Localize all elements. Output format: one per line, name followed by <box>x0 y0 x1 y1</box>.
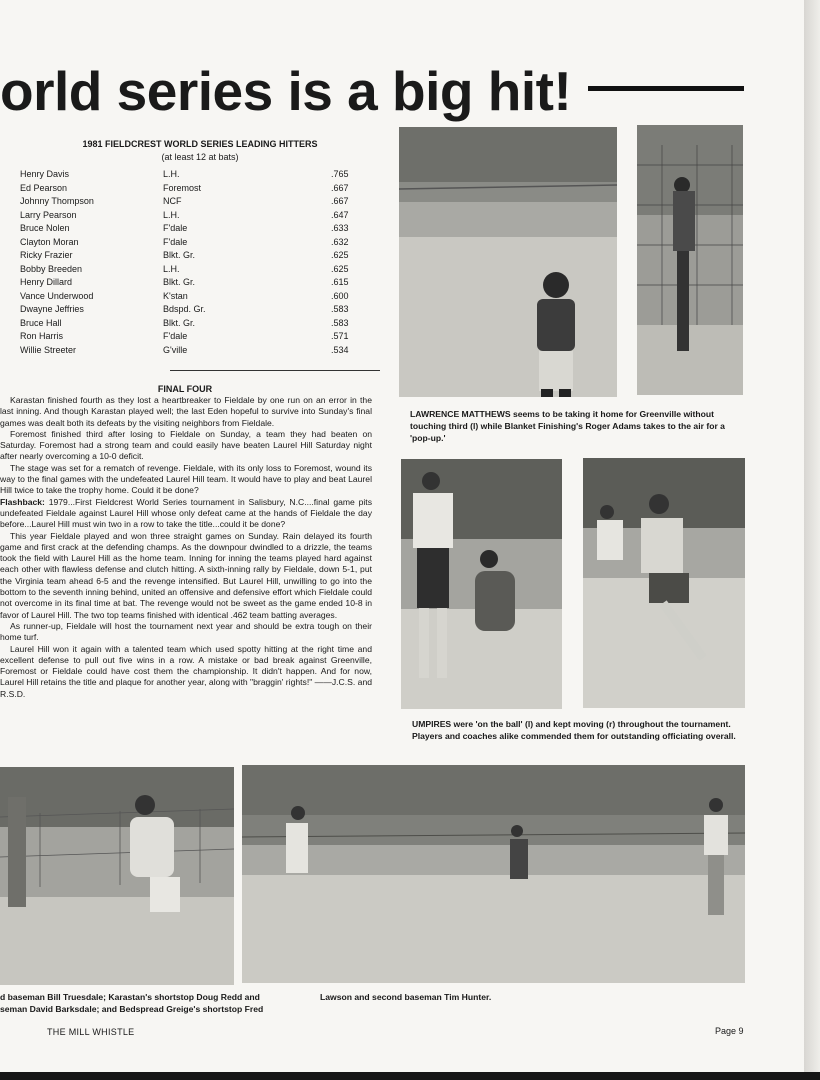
hitter-name: Willie Streeter <box>20 344 77 355</box>
headline-rule <box>588 86 744 91</box>
table-row <box>20 236 360 250</box>
photo-umpire-left <box>401 459 562 709</box>
hitter-name: Clayton Moran <box>20 236 79 247</box>
table-row <box>20 276 360 290</box>
hitter-name: Vance Underwood <box>20 290 94 301</box>
caption-bottom-left-1: d baseman Bill Truesdale; Karastan's shortstop Doug Redd and <box>0 992 260 1002</box>
leading-hitters-table <box>20 168 360 357</box>
hitter-avg: .625 <box>331 263 349 274</box>
article-paragraph: This year Fieldale played and won three straight games on Sunday. Rain delayed its fourth game and first crack at the defending champs. As the downpour dwindled to a drizzle, the teams took the field with Laurel Hill as the home team. Inning for inning the teams played hard against each other with flawless defense and clutch hitting. A sixth-inning rally by Fieldale, down 5-1, put the Virginia team ahead 6-5 and the revenge intensified. But Laurel Hill, unwilling to go into the bottom to the seventh inning behind, united an offensive and defensive effort which Fieldale could not overcome in its final time at bat. The revenge would not be sweet as the game ended 10-8 in favor of Laurel Hill. The two top teams finished with identical .462 team batting averages. <box>0 530 372 620</box>
hitter-team: F'dale <box>163 223 188 233</box>
caption-bottom-right: Lawson and second baseman Tim Hunter. <box>320 992 492 1002</box>
hitter-team: Blkt. Gr. <box>163 277 196 287</box>
table-row <box>20 317 360 331</box>
hitter-team: L.H. <box>163 169 180 179</box>
flashback-text: 1979...First Fieldcrest World Series tournament in Salisbury, N.C....final game pits undefeated Fieldale against Laurel Hill whose only defeat came at the hands of Fieldale the day before...Laurel Hill must win two in a row to take the title...could it be done? <box>0 496 372 530</box>
hitter-team: Blkt. Gr. <box>163 317 196 328</box>
hitter-name: Bruce Hall <box>20 317 62 328</box>
page-number: Page 9 <box>715 1026 744 1036</box>
photo-popup-catch <box>637 125 743 395</box>
article-paragraph: Karastan finished fourth as they lost a heartbreaker to Fieldale by one run on an error in the last inning. And though Karastan played well; the last Eden hopeful to survive into Sunday's final games was dealt both its defeats by the visiting neighbors from Fieldale. <box>0 395 372 428</box>
article-heading: FINAL FOUR <box>157 384 213 394</box>
hitter-avg: .571 <box>331 331 349 341</box>
caption-umpires: UMPIRES were 'on the ball' (l) and kept moving (r) throughout the tournament. Players and coaches alike commended them for outstanding officiating overall. <box>412 719 736 741</box>
hitter-avg: .625 <box>331 250 349 260</box>
caption-bottom-left-2: seman David Barksdale; and Bedspread Greige's shortstop Fred <box>0 1004 264 1014</box>
hitter-avg: .583 <box>331 304 349 314</box>
hitter-team: NCF <box>163 196 182 206</box>
photo-bottom-left <box>0 767 234 985</box>
hitter-name: Bobby Breeden <box>20 263 83 274</box>
hitter-avg: .632 <box>331 236 349 247</box>
hitter-team: G'ville <box>163 344 188 355</box>
hitter-avg: .765 <box>331 169 349 179</box>
article-paragraph: Foremost finished third after losing to Fieldale on Sunday, a team they had beaten on Saturday. Foremost had a strong team and could easily have beaten Laurel Hill Saturday night after nearly overcoming a 10-0 deficit. <box>0 428 372 462</box>
table-row <box>20 168 360 182</box>
hitter-avg: .600 <box>331 290 349 301</box>
table-row <box>20 182 360 196</box>
hitter-avg: .583 <box>331 317 349 328</box>
stats-title: 1981 FIELDCREST WORLD SERIES LEADING HITTERS <box>82 139 318 149</box>
article-paragraph: As runner-up, Fieldale will host the tournament next year and should be extra tough on their home turf. <box>0 620 372 643</box>
hitter-name: Ron Harris <box>20 331 64 341</box>
article-paragraph: The stage was set for a rematch of revenge. Fieldale, with its only loss to Foremost, wound its way to the final games with the undefeated Laurel Hill team. It would have to play and beat Laurel Hill twice to take the trophy home. Could it be done? <box>0 462 372 496</box>
hitter-team: F'dale <box>163 331 188 341</box>
hitter-name: Ricky Frazier <box>20 250 73 260</box>
hitter-name: Dwayne Jeffries <box>20 304 84 314</box>
hitter-name: Bruce Nolen <box>20 223 70 233</box>
hitter-avg: .615 <box>331 277 349 287</box>
table-row <box>20 195 360 209</box>
hitter-team: L.H. <box>163 209 180 220</box>
article-paragraph: Laurel Hill won it again with a talented team which used spotty hitting at the right time and excellent defense to pull out five wins in a row. A mistake or bad break against Greenville, Foremost or Fieldale could have cost them the championship. It didn't happen. And for now, Laurel Hill retains the title and plaque for another year, along with "braggin' rights!" ——J.C.S. and R.S.D. <box>0 643 372 699</box>
hitter-team: Bdspd. Gr. <box>163 304 206 314</box>
article-body <box>0 395 372 700</box>
table-row <box>20 344 360 358</box>
table-row <box>20 330 360 344</box>
hitter-avg: .667 <box>331 182 349 193</box>
photo-runner-greenville <box>399 127 617 397</box>
hitter-team: K'stan <box>163 290 188 301</box>
hitter-team: Blkt. Gr. <box>163 250 196 260</box>
hitter-team: Foremost <box>163 182 202 193</box>
hitter-team: F'dale <box>163 236 188 247</box>
hitter-name: Henry Davis <box>20 169 70 179</box>
table-row <box>20 303 360 317</box>
scan-border <box>0 1072 820 1080</box>
flashback-label: Flashback: <box>0 496 45 507</box>
table-row <box>20 249 360 263</box>
hitter-avg: .534 <box>331 344 349 355</box>
table-row <box>20 222 360 236</box>
hitter-avg: .647 <box>331 209 349 220</box>
hitter-name: Ed Pearson <box>20 182 68 193</box>
hitter-name: Henry Dillard <box>20 277 73 287</box>
hitter-avg: .667 <box>331 196 349 206</box>
stats-subtitle: (at least 12 at bats) <box>161 152 239 162</box>
headline: orld series is a big hit! <box>0 60 572 122</box>
hitter-team: L.H. <box>163 263 180 274</box>
hitter-name: Johnny Thompson <box>20 196 94 206</box>
hitter-avg: .633 <box>331 223 349 233</box>
page-edge <box>804 0 820 1080</box>
caption-top: LAWRENCE MATTHEWS seems to be taking it home for Greenville without touching third (l) while Blanket Finishing's Roger Adams takes to the air for a 'pop-up.' <box>410 409 725 443</box>
table-row <box>20 290 360 304</box>
table-row <box>20 209 360 223</box>
photo-umpire-right <box>583 458 745 708</box>
hitter-name: Larry Pearson <box>20 209 77 220</box>
article-paragraph <box>0 497 372 531</box>
publication-name: THE MILL WHISTLE <box>47 1027 135 1037</box>
section-divider <box>170 370 380 371</box>
photo-bottom-right <box>242 765 745 983</box>
table-row <box>20 263 360 277</box>
